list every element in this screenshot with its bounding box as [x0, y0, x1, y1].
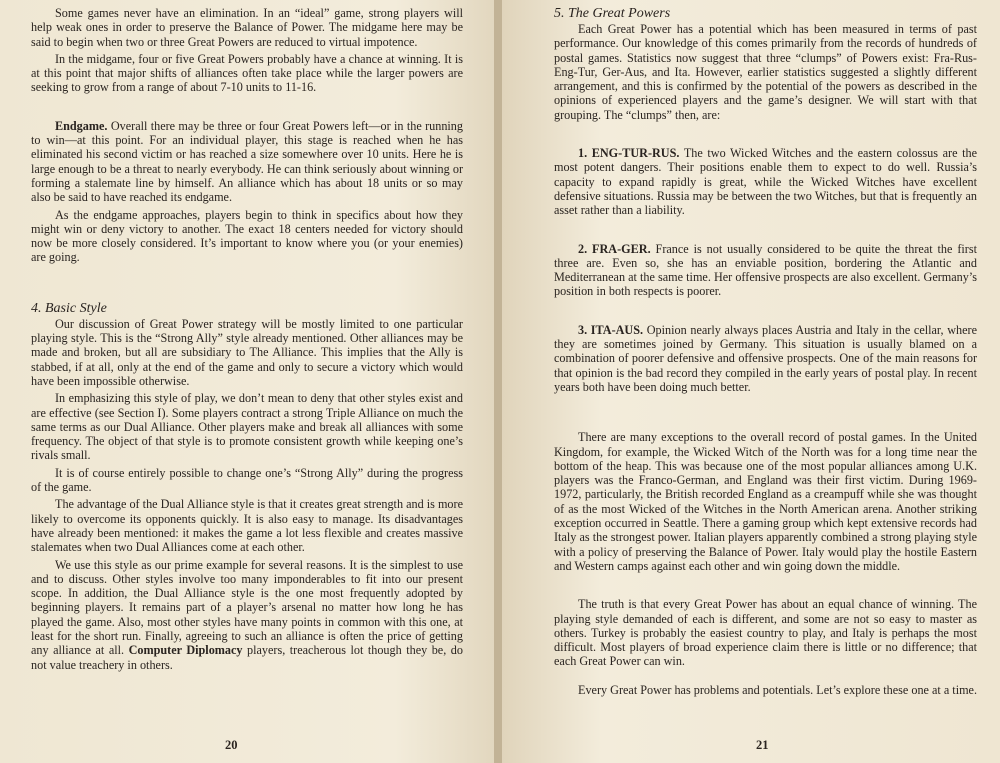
fra-ger-lead: 2. FRA-GER.: [578, 241, 651, 256]
paragraph-advantage: The advantage of the Dual Alliance style is that it creates great strength and is more likely to overcome its opponents quickly. It is also easy to manage. Its disadvantages have already been mentioned: it makes the game a lot less flexible and creates massive stalemates when two Dual Alliances come at each other.: [31, 497, 463, 555]
endgame-lead: Endgame.: [55, 118, 108, 133]
page-number-left: 20: [225, 738, 238, 752]
page-number-right: 21: [756, 738, 769, 752]
paragraph-eng-tur-rus: [554, 146, 977, 217]
paragraph-endgame: [31, 119, 463, 205]
paragraph-explore: Every Great Power has problems and potentials. Let’s explore these one at a time.: [578, 682, 978, 697]
paragraph-exceptions: There are many exceptions to the overall record of postal games. In the United Kingdom, for example, the Wicked Witch of the North was for a long time near the bottom of the heap. This was because one of the most popular alliances among U.K. players was the Franco-German, and England was their first victim. During 1969-1972, particularly, the British recorded England as a creampuff while she was thought of as the most Wicked of the Witches in the North American arena. Another striking exception occurred in Seattle. There a gaming group which kept extensive records had Italy as the strongest power. Italian players apparently combined a strong playing style with a policy of preserving the Balance of Power. Italy would play the hostile Eastern and Western camps against each other and win going down the middle.: [554, 430, 977, 573]
paragraph-strong-ally: Our discussion of Great Power strategy will be mostly limited to one particular playing style. This is the “Strong Ally” style already mentioned. Other alliances may be made and broken, but all are subsidiary to The Alliance. This implies that the Ally is stabbed, if at all, only at the end of the game and only to secure a victory which would have been impossible otherwise.: [31, 316, 463, 388]
paragraph-midgame: In the midgame, four or five Great Powers probably have a chance at winning. It is at this point that major shifts of alliances often take place while the larger powers are seeking to grow from a range of about 7-10 units to 11-16.: [31, 51, 463, 95]
eng-tur-rus-lead: 1. ENG-TUR-RUS.: [578, 146, 680, 161]
ita-aus-text: Opinion nearly always places Austria and Italy in the cellar, where they are sometimes joined by Germany. This situation is usually blamed on a combination of poorer defensive and offensive prospects. One of the main reasons for that opinion is the bad record they compiled in the early years of postal play. In recent years both have been doing much better.: [554, 322, 977, 394]
right-page: [502, 0, 1000, 763]
paragraph-endgame-approach: As the endgame approaches, players begin to think in specifics about how they might win or deny victory to another. The exact 18 centers needed for victory should now be more closely considered. It’s important to know where you (or your enemies) are going.: [31, 207, 463, 265]
computer-diplomacy-bold: Computer Diplomacy: [128, 643, 243, 658]
right-text-column: [554, 6, 977, 697]
paragraph-prime-example: [31, 558, 463, 672]
ita-aus-lead: 3. ITA-AUS.: [578, 322, 644, 337]
prime-example-end: players, treacherous lot though they be, do not value treachery in others.: [31, 643, 463, 672]
section-heading-basic-style: 4. Basic Style: [31, 300, 107, 316]
paragraph-change-ally: It is of course entirely possible to change one’s “Strong Ally” during the progress of the game.: [31, 465, 463, 495]
eng-tur-rus-text: The two Wicked Witches and the eastern colossus are the most potent dangers. Their positions enable them to expect to do well. Russia’s capacity to expand rapidly is great, while the Wicked Witches have excellent defensive situations. Russia may be between the two Witches, but that is frequently an asset rather than a liability.: [554, 146, 977, 218]
section-heading-great-powers: 5. The Great Powers: [554, 6, 671, 21]
paragraph-fra-ger: [554, 242, 977, 299]
left-text-column: [31, 6, 463, 672]
paragraph-truth: The truth is that every Great Power has about an equal chance of winning. The playing style demanded of each is different, and some are not so easy to master as others. Turkey is probably the easiest country to play, and Italy is perhaps the most difficult. Most players of broad experience claim there is little or no difference; that each Great Power can win.: [554, 597, 977, 669]
paragraph-ita-aus: [554, 323, 977, 394]
prime-example-text: We use this style as our prime example for several reasons. It is the simplest to use and to discuss. Other styles involve too many imponderables to fit into our present scope. In addition, the Dual Alliance style is the one most frequently adopted by beginning players. It remains part of a player’s arsenal no matter how long he has played the game. Also, most other styles have many points in common with this one, at least for the short run. Finally, agreeing to such an alliance is often the price of getting any alliance at all.: [31, 557, 463, 658]
book-gutter: [494, 0, 502, 763]
left-page: [0, 0, 494, 763]
endgame-text: Overall there may be three or four Great Powers left—or in the running to win—at this point. For an individual player, this stage is reached when he has eliminated his second victim or has reached a size somewhere over 10 units. Here he is large enough to be a threat to nearly everybody. He can think seriously about winning or forming a stalemate line by himself. An alliance which has about 18 units or so may also be said to have reached its endgame.: [31, 118, 463, 205]
paragraph-potential: Each Great Power has a potential which has been measured in terms of past performance. Our knowledge of this comes primarily from the records of hundreds of postal games. Statistics now suggest that three “clumps” of Powers exist: Fra-Rus-Eng-Tur, Ger-Aus, and Ita. However, earlier statistics suggested a slightly different arrangement, and this is confirmed by the potential of the powers as described in the opinions of experienced players and the game’s designer. We will start with that grouping. The “clumps” then, are:: [554, 22, 977, 122]
fra-ger-text: France is not usually considered to be quite the threat the first three are. Even so, she has an enviable position, bordering the Atlantic and Mediterranean at the same time. Her offensive prospects are also excellent. Germany’s position in both respects is poorer.: [554, 241, 977, 299]
paragraph-emphasizing: In emphasizing this style of play, we don’t mean to deny that other styles exist and are effective (see Section I). Some players contract a strong Triple Alliance on much the same terms as our Dual Alliance. Other players make and break all alliances with some frequency. The object of that style is to promote consistent growth while keeping one’s rivals small.: [31, 391, 463, 463]
paragraph-elimination: Some games never have an elimination. In an “ideal” game, strong players will help weak ones in order to preserve the Balance of Power. The midgame here may be said to begin when two or three Great Powers are reduced to virtual impotence.: [31, 6, 463, 49]
